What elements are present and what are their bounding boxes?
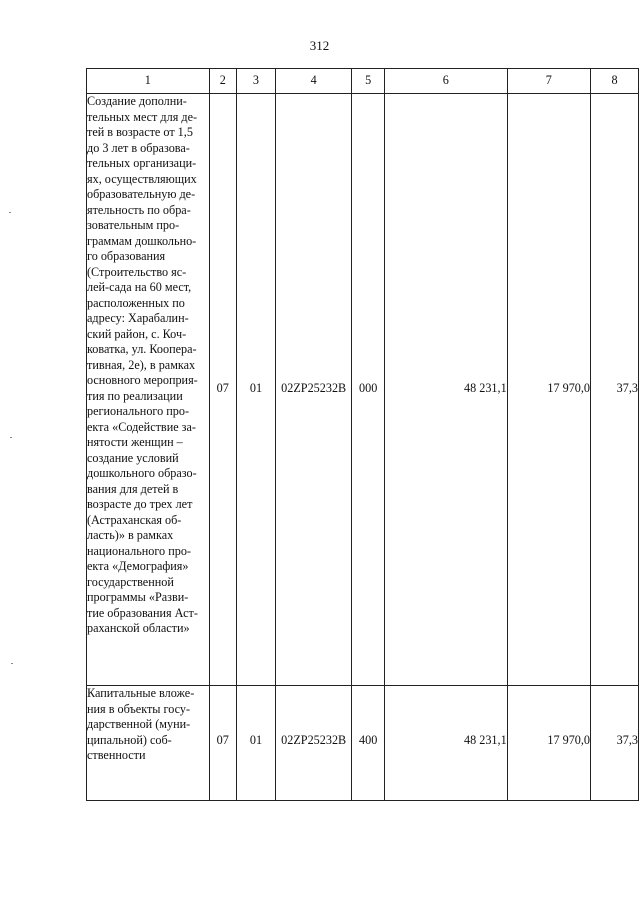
budget-table [86, 68, 639, 801]
page-number: 312 [309, 38, 330, 53]
description-line: раханской области» [87, 621, 190, 635]
description-line: до 3 лет в образова- [87, 140, 190, 155]
cell-expense-type-value: 000 [359, 381, 378, 395]
cell-plan-amount-value: 48 231,1 [464, 381, 507, 395]
description-line: коватка, ул. Коопера- [87, 342, 197, 356]
description-line: ский район, с. Коч- [87, 326, 187, 341]
description-line: основного мероприя- [87, 373, 198, 387]
header-row [87, 69, 639, 94]
header-col-7: 7 [507, 69, 590, 94]
header-col-1: 1 [87, 69, 210, 94]
cell-percent-value: 37,3 [616, 381, 638, 395]
header-col-4: 4 [275, 69, 352, 94]
description-line: лей-сада на 60 мест, [87, 280, 192, 294]
header-col-5: 5 [352, 69, 384, 94]
description-line: ственности [87, 748, 146, 762]
description-line: го образования [87, 249, 166, 263]
table-row [87, 94, 639, 686]
cell-target-article-value: 02ZP25232В [281, 381, 347, 395]
description-line: екта «Содействие за- [87, 419, 196, 434]
description-line: адресу: Харабалин- [87, 311, 189, 325]
description-line: ях, осуществляющих [87, 171, 197, 186]
description-line: зовательным про- [87, 218, 180, 232]
scan-speck [11, 663, 13, 664]
cell-percent-value: 37,3 [616, 733, 638, 747]
description-line: ятельность по обра- [87, 202, 191, 217]
header-col-2: 2 [209, 69, 236, 94]
table-row [87, 686, 639, 801]
cell-section-value: 07 [216, 381, 229, 395]
description-line: тельных мест для де- [87, 109, 198, 124]
cell-section [209, 94, 236, 686]
cell-target-article [275, 94, 352, 686]
description-line: тие образования Аст- [87, 605, 198, 620]
description-line: Создание дополни- [87, 94, 187, 108]
scan-speck [10, 437, 12, 438]
description-line: тей в возрасте от 1,5 [87, 125, 193, 139]
cell-section [209, 686, 236, 801]
description-line: (Строительство яс- [87, 264, 187, 279]
description-line: граммам дошкольно- [87, 233, 197, 248]
description-line: ципальной) соб- [87, 732, 172, 747]
cell-subsection [236, 686, 275, 801]
description-line: программы «Разви- [87, 590, 189, 604]
cell-actual-amount-value: 17 970,0 [547, 733, 591, 747]
description-line: ласть)» в рамках [87, 528, 174, 542]
description-line: расположенных по [87, 295, 185, 310]
header-col-8: 8 [591, 69, 639, 94]
description-line: тивная, 2е), в рамках [87, 357, 196, 372]
cell-subsection [236, 94, 275, 686]
description-line: тия по реализации [87, 388, 183, 403]
description-line: создание условий [87, 450, 179, 465]
scan-speck [9, 212, 11, 213]
description-line: нятости женщин – [87, 435, 183, 449]
cell-plan-amount-value: 48 231,1 [464, 733, 507, 747]
description-line: образовательную де- [87, 187, 196, 201]
description-line: дошкольного образо- [87, 466, 197, 480]
description-line: ния в объекты госу- [87, 701, 191, 716]
cell-percent [591, 686, 639, 801]
description-line: национального про- [87, 543, 191, 558]
header-col-3: 3 [236, 69, 275, 94]
cell-plan-amount [384, 686, 507, 801]
cell-plan-amount [384, 94, 507, 686]
cell-actual-amount [507, 686, 590, 801]
description-line: (Астраханская об- [87, 512, 182, 527]
row-description [87, 686, 210, 801]
cell-percent [591, 94, 639, 686]
cell-target-article [275, 686, 352, 801]
description-line: вания для детей в [87, 481, 179, 496]
cell-actual-amount [507, 94, 590, 686]
row-description [87, 94, 210, 686]
cell-subsection-value: 01 [249, 381, 263, 395]
description-line: Капитальные вложе- [87, 686, 195, 700]
cell-section-value: 07 [216, 733, 229, 747]
header-col-6: 6 [384, 69, 507, 94]
cell-expense-type [352, 686, 384, 801]
description-line: дарственной (муни- [87, 717, 191, 731]
description-line: тельных организаци- [87, 156, 197, 170]
cell-target-article-value: 02ZP25232В [281, 733, 347, 747]
cell-actual-amount-value: 17 970,0 [547, 381, 591, 395]
cell-expense-type [352, 94, 384, 686]
description-line: возрасте до трех лет [87, 497, 193, 511]
description-line: регионального про- [87, 404, 190, 418]
description-line: екта «Демография» [87, 559, 189, 573]
cell-expense-type-value: 400 [359, 733, 378, 747]
cell-subsection-value: 01 [249, 733, 263, 747]
description-line: государственной [87, 574, 174, 589]
